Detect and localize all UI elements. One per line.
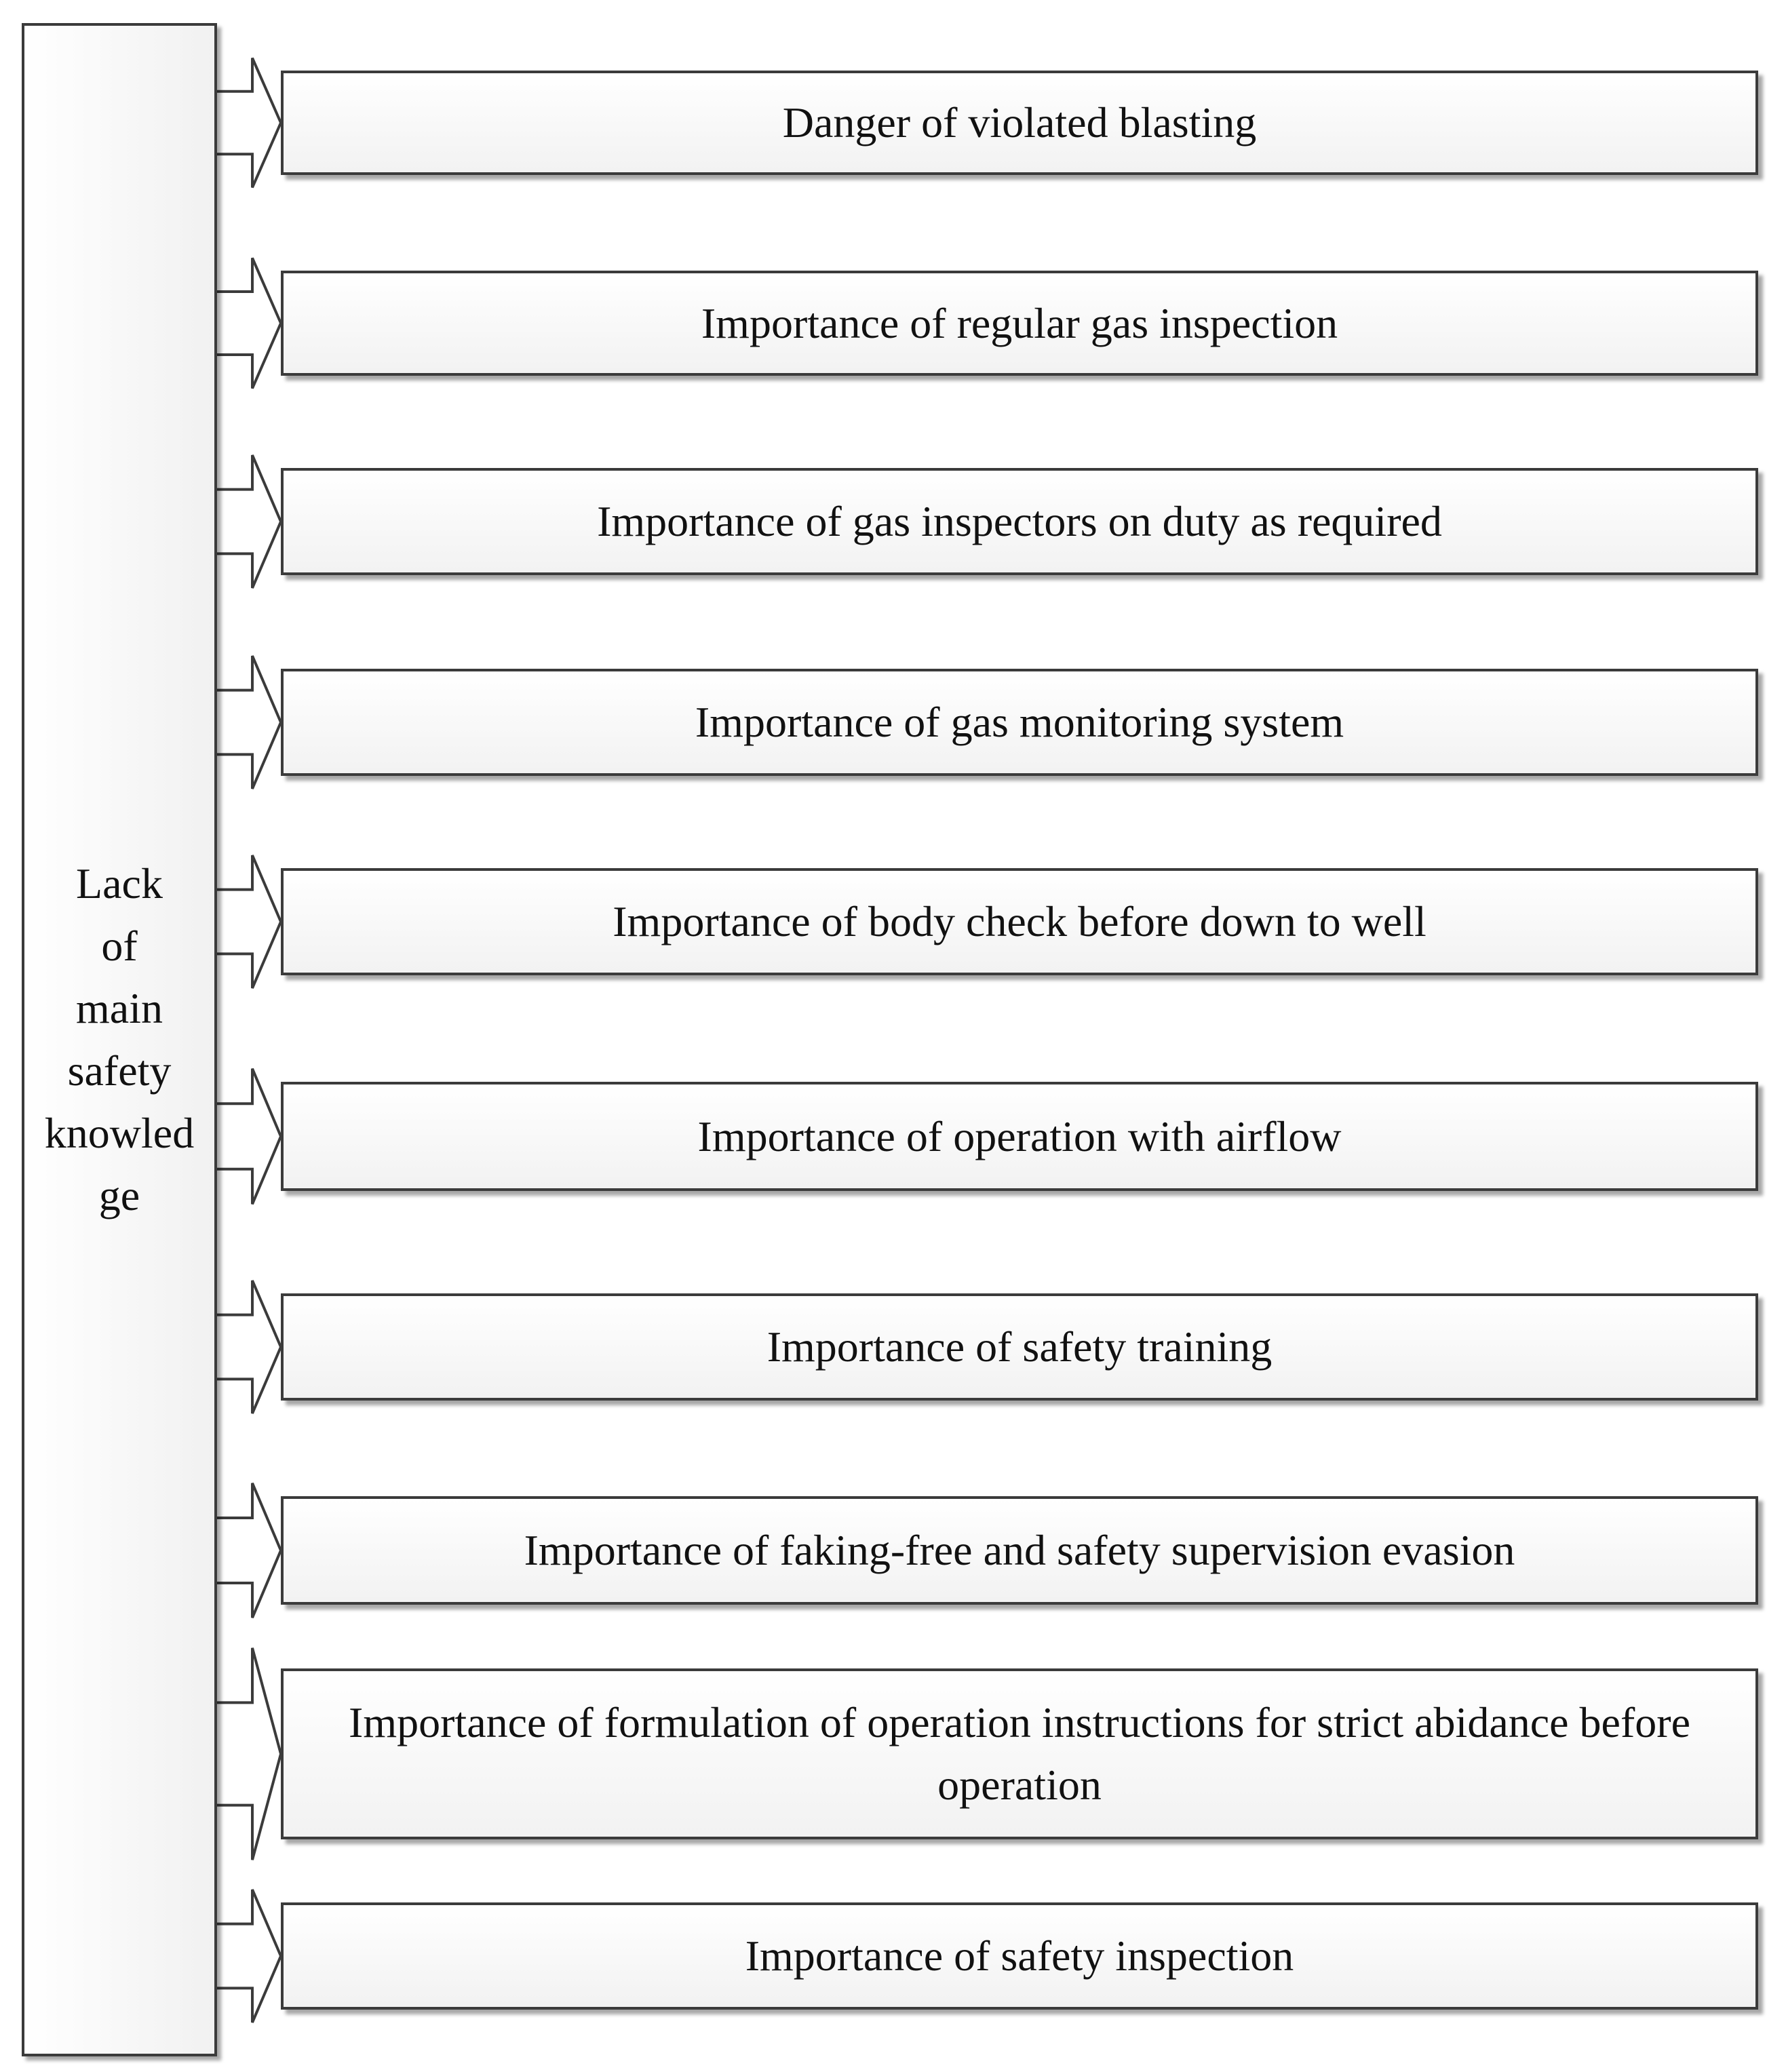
arrow-connector xyxy=(217,656,281,789)
item-box-gas-monitoring-system xyxy=(281,669,1758,776)
item-box-operation-instructions xyxy=(281,1668,1758,1839)
arrow-connector xyxy=(217,1069,281,1205)
arrow-connector xyxy=(217,1483,281,1618)
item-label: Importance of safety training xyxy=(766,1323,1273,1371)
item-label: Importance of safety inspection xyxy=(745,1932,1294,1980)
item-box-danger-of-violated-blasting xyxy=(281,71,1758,175)
item-box-safety-training xyxy=(281,1293,1758,1401)
item-box-body-check xyxy=(281,868,1758,975)
item-label: Importance of regular gas inspection xyxy=(701,298,1338,347)
root-label-line: Lack xyxy=(76,859,163,907)
arrow-connector xyxy=(217,1281,281,1413)
root-node-label xyxy=(38,853,201,1227)
arrow-connector xyxy=(217,455,281,588)
arrow-connector xyxy=(217,1648,281,1860)
root-label-line: main xyxy=(76,984,163,1032)
root-label-line: safety xyxy=(67,1047,172,1095)
item-label: Importance of gas monitoring system xyxy=(695,698,1344,746)
root-label-line: knowled xyxy=(44,1109,195,1157)
item-label: Importance of body check before down to well xyxy=(613,897,1426,945)
arrow-connector xyxy=(217,58,281,188)
item-label: Importance of operation with airflow xyxy=(697,1112,1342,1160)
root-node-lack-of-main-safety-knowledge xyxy=(22,23,217,2056)
item-label: Importance of faking-free and safety supervision evasion xyxy=(524,1526,1515,1574)
item-box-safety-inspection xyxy=(281,1902,1758,2010)
root-label-line: ge xyxy=(98,1171,140,1219)
arrow-connector xyxy=(217,855,281,988)
item-label: Importance of formulation of operation instructions for strict abidance before operation xyxy=(349,1698,1690,1809)
item-box-regular-gas-inspection xyxy=(281,271,1758,376)
arrow-connector xyxy=(217,1890,281,2022)
item-label: Danger of violated blasting xyxy=(782,98,1257,146)
item-label: Importance of gas inspectors on duty as required xyxy=(597,497,1442,545)
arrow-connector xyxy=(217,258,281,388)
root-label-line: of xyxy=(101,922,138,970)
item-box-operation-with-airflow xyxy=(281,1082,1758,1191)
item-box-faking-free-supervision xyxy=(281,1496,1758,1605)
item-box-gas-inspectors-on-duty xyxy=(281,468,1758,575)
